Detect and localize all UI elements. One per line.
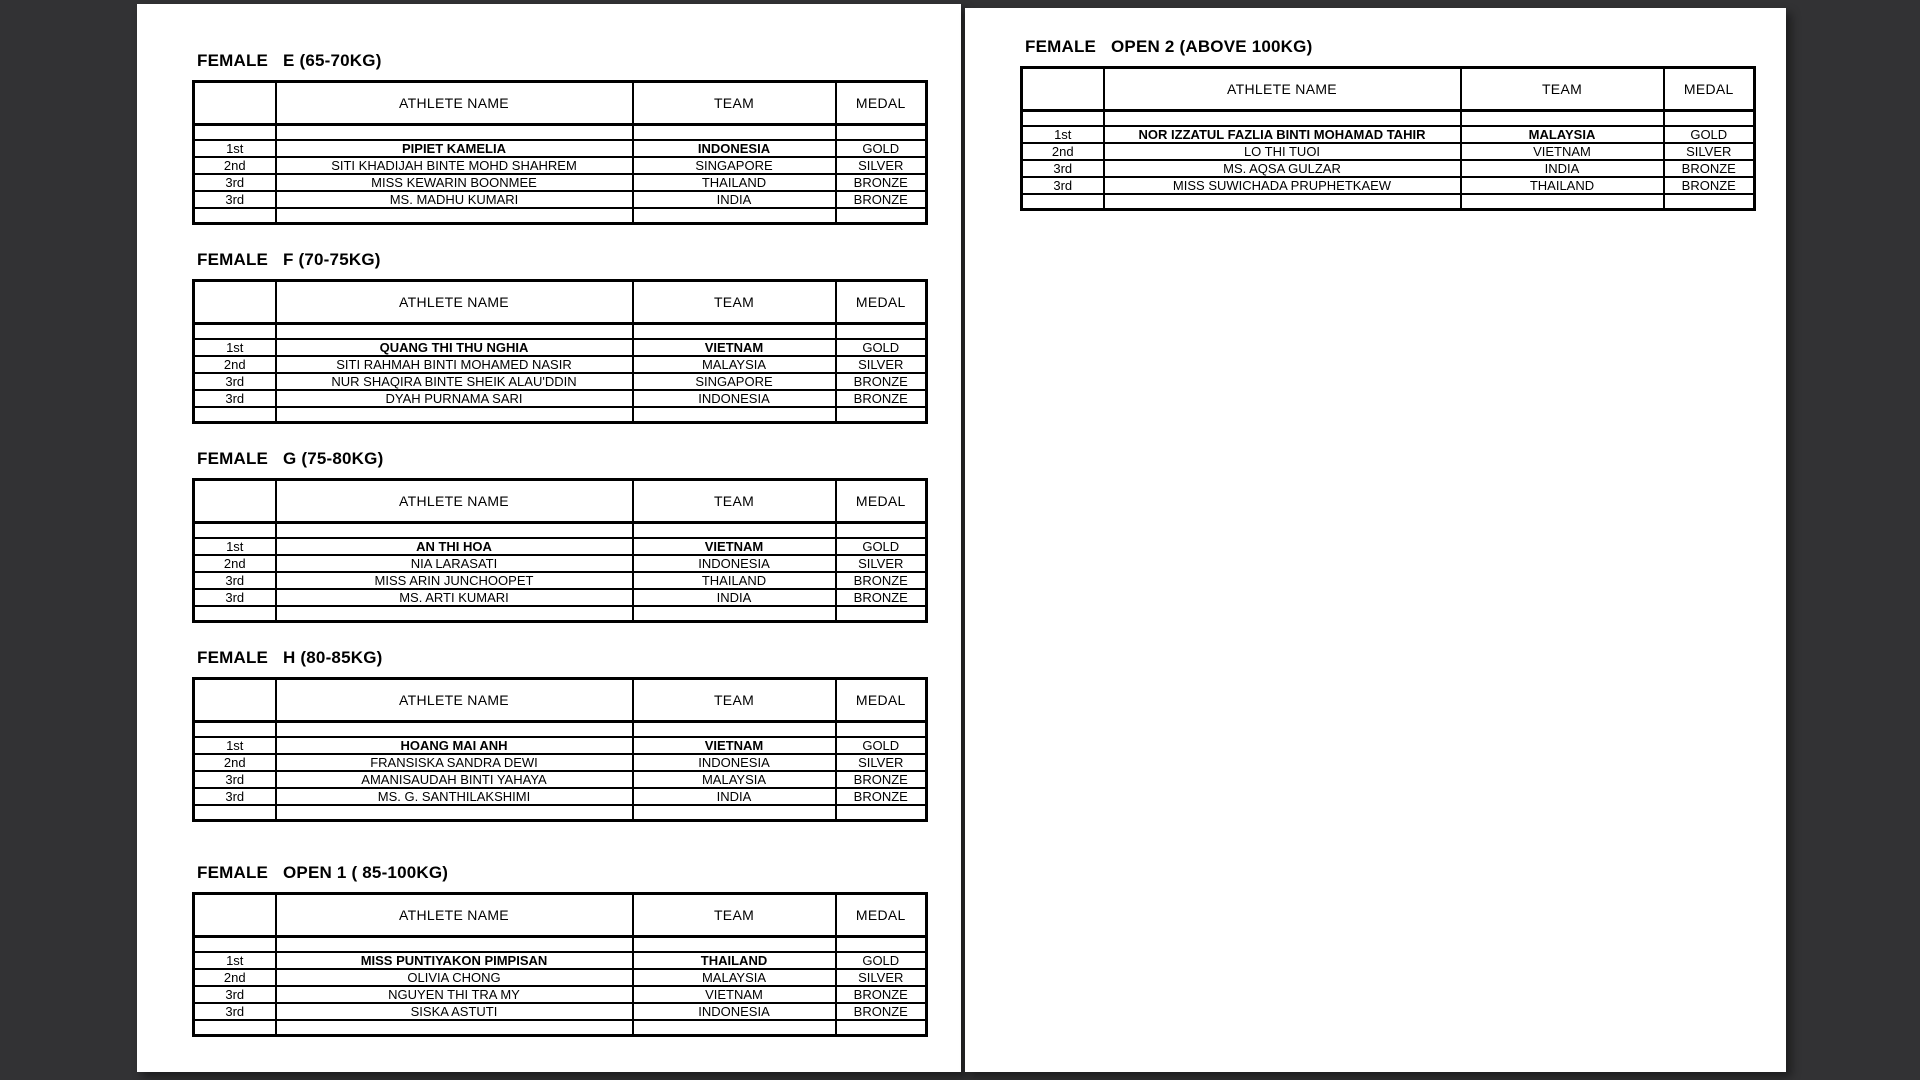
athlete-cell: SITI RAHMAH BINTI MOHAMED NASIR: [276, 356, 633, 373]
column-header-rank: [1022, 68, 1104, 111]
column-header-medal: MEDAL: [836, 82, 927, 125]
spacer-row: [194, 937, 927, 953]
rank-cell: 2nd: [194, 969, 276, 986]
athlete-cell: NGUYEN THI TRA MY: [276, 986, 633, 1003]
team-cell: VIETNAM: [633, 538, 836, 555]
document-page-left: [137, 4, 961, 1072]
column-header-team: TEAM: [633, 480, 836, 523]
athlete-cell: HOANG MAI ANH: [276, 737, 633, 754]
rank-cell: 1st: [194, 339, 276, 356]
section-title: [197, 864, 961, 882]
medal-cell: BRONZE: [836, 788, 927, 805]
rank-cell: 1st: [194, 952, 276, 969]
medal-row: [1022, 160, 1755, 177]
medal-section: [192, 848, 961, 1037]
column-header-medal: MEDAL: [836, 281, 927, 324]
section-category-label: F (70-75KG): [283, 250, 381, 269]
medal-table: [1020, 66, 1756, 211]
spacer-row: [194, 324, 927, 340]
medal-row: [194, 191, 927, 208]
medal-cell: BRONZE: [836, 986, 927, 1003]
medal-row: [1022, 143, 1755, 160]
table-header-row: [1022, 68, 1755, 111]
medal-section: [192, 251, 961, 424]
medal-table: [192, 279, 928, 424]
column-header-team: TEAM: [1461, 68, 1664, 111]
team-cell: INDONESIA: [633, 1003, 836, 1020]
medal-row: [194, 754, 927, 771]
athlete-cell: MISS PUNTIYAKON PIMPISAN: [276, 952, 633, 969]
athlete-cell: SITI KHADIJAH BINTE MOHD SHAHREM: [276, 157, 633, 174]
section-gender-label: FEMALE: [197, 449, 269, 468]
medal-row: [194, 1003, 927, 1020]
team-cell: VIETNAM: [1461, 143, 1664, 160]
column-header-team: TEAM: [633, 679, 836, 722]
spacer-row: [194, 722, 927, 738]
team-cell: THAILAND: [633, 572, 836, 589]
team-cell: VIETNAM: [633, 986, 836, 1003]
medal-row: [194, 589, 927, 606]
column-header-medal: MEDAL: [1664, 68, 1755, 111]
medal-cell: BRONZE: [836, 771, 927, 788]
medal-section: [192, 450, 961, 623]
medal-row: [194, 356, 927, 373]
medal-row: [194, 373, 927, 390]
section-title: [197, 52, 961, 70]
spacer-row: [194, 208, 927, 224]
team-cell: INDONESIA: [633, 555, 836, 572]
team-cell: INDONESIA: [633, 754, 836, 771]
athlete-cell: MS. G. SANTHILAKSHIMI: [276, 788, 633, 805]
medal-cell: GOLD: [1664, 126, 1755, 143]
medal-row: [194, 969, 927, 986]
medal-section: [192, 649, 961, 822]
rank-cell: 3rd: [194, 191, 276, 208]
column-header-medal: MEDAL: [836, 894, 927, 937]
medal-cell: BRONZE: [836, 1003, 927, 1020]
column-header-team: TEAM: [633, 894, 836, 937]
team-cell: INDONESIA: [633, 140, 836, 157]
medal-row: [194, 390, 927, 407]
medal-cell: SILVER: [836, 969, 927, 986]
medal-table: [192, 80, 928, 225]
medal-cell: BRONZE: [836, 390, 927, 407]
medal-cell: BRONZE: [836, 572, 927, 589]
rank-cell: 3rd: [194, 390, 276, 407]
spacer-row: [194, 606, 927, 622]
spacer-row: [194, 805, 927, 821]
column-header-rank: [194, 82, 276, 125]
athlete-cell: MISS ARIN JUNCHOOPET: [276, 572, 633, 589]
athlete-cell: FRANSISKA SANDRA DEWI: [276, 754, 633, 771]
column-header-team: TEAM: [633, 82, 836, 125]
team-cell: THAILAND: [633, 174, 836, 191]
medal-row: [194, 140, 927, 157]
team-cell: VIETNAM: [633, 737, 836, 754]
section-gender-label: FEMALE: [197, 863, 269, 882]
rank-cell: 2nd: [194, 356, 276, 373]
rank-cell: 3rd: [194, 771, 276, 788]
rank-cell: 3rd: [194, 572, 276, 589]
team-cell: SINGAPORE: [633, 157, 836, 174]
rank-cell: 3rd: [194, 1003, 276, 1020]
medal-cell: SILVER: [836, 754, 927, 771]
rank-cell: 3rd: [1022, 160, 1104, 177]
medal-cell: SILVER: [836, 157, 927, 174]
column-header-athlete: ATHLETE NAME: [1104, 68, 1461, 111]
medal-section: [1020, 38, 1786, 211]
rank-cell: 1st: [1022, 126, 1104, 143]
medal-row: [194, 157, 927, 174]
section-category-label: H (80-85KG): [283, 648, 383, 667]
section-title: [1025, 38, 1786, 56]
column-header-rank: [194, 480, 276, 523]
spacer-row: [1022, 111, 1755, 127]
column-header-rank: [194, 281, 276, 324]
medal-table: [192, 478, 928, 623]
document-page-right: [965, 8, 1786, 1072]
section-title: [197, 450, 961, 468]
rank-cell: 3rd: [194, 986, 276, 1003]
medal-cell: GOLD: [836, 538, 927, 555]
table-header-row: [194, 82, 927, 125]
spacer-row: [194, 125, 927, 141]
medal-cell: SILVER: [836, 356, 927, 373]
column-header-rank: [194, 894, 276, 937]
medal-cell: BRONZE: [836, 174, 927, 191]
section-gender-label: FEMALE: [197, 648, 269, 667]
medal-row: [194, 952, 927, 969]
column-header-athlete: ATHLETE NAME: [276, 281, 633, 324]
table-header-row: [194, 894, 927, 937]
medal-cell: BRONZE: [1664, 160, 1755, 177]
medal-cell: BRONZE: [1664, 177, 1755, 194]
medal-cell: GOLD: [836, 737, 927, 754]
medal-row: [194, 538, 927, 555]
column-header-athlete: ATHLETE NAME: [276, 82, 633, 125]
medal-row: [194, 737, 927, 754]
athlete-cell: NIA LARASATI: [276, 555, 633, 572]
section-gender-label: FEMALE: [1025, 37, 1097, 56]
column-header-athlete: ATHLETE NAME: [276, 894, 633, 937]
athlete-cell: MISS SUWICHADA PRUPHETKAEW: [1104, 177, 1461, 194]
medal-cell: BRONZE: [836, 373, 927, 390]
team-cell: MALAYSIA: [633, 356, 836, 373]
team-cell: MALAYSIA: [633, 969, 836, 986]
team-cell: INDIA: [633, 191, 836, 208]
spacer-row: [194, 1020, 927, 1036]
medal-row: [194, 986, 927, 1003]
athlete-cell: OLIVIA CHONG: [276, 969, 633, 986]
athlete-cell: AN THI HOA: [276, 538, 633, 555]
rank-cell: 2nd: [1022, 143, 1104, 160]
medal-row: [1022, 177, 1755, 194]
column-header-athlete: ATHLETE NAME: [276, 679, 633, 722]
section-title: [197, 251, 961, 269]
team-cell: INDIA: [1461, 160, 1664, 177]
team-cell: INDIA: [633, 788, 836, 805]
rank-cell: 3rd: [194, 174, 276, 191]
medal-table: [192, 892, 928, 1037]
column-header-athlete: ATHLETE NAME: [276, 480, 633, 523]
athlete-cell: AMANISAUDAH BINTI YAHAYA: [276, 771, 633, 788]
rank-cell: 3rd: [194, 373, 276, 390]
medal-table: [192, 677, 928, 822]
team-cell: SINGAPORE: [633, 373, 836, 390]
section-category-label: G (75-80KG): [283, 449, 384, 468]
rank-cell: 2nd: [194, 157, 276, 174]
medal-cell: GOLD: [836, 140, 927, 157]
rank-cell: 2nd: [194, 555, 276, 572]
medal-row: [1022, 126, 1755, 143]
column-header-medal: MEDAL: [836, 679, 927, 722]
medal-cell: GOLD: [836, 339, 927, 356]
athlete-cell: NUR SHAQIRA BINTE SHEIK ALAU'DDIN: [276, 373, 633, 390]
rank-cell: 1st: [194, 140, 276, 157]
column-header-rank: [194, 679, 276, 722]
athlete-cell: NOR IZZATUL FAZLIA BINTI MOHAMAD TAHIR: [1104, 126, 1461, 143]
rank-cell: 3rd: [194, 788, 276, 805]
team-cell: MALAYSIA: [1461, 126, 1664, 143]
athlete-cell: DYAH PURNAMA SARI: [276, 390, 633, 407]
table-header-row: [194, 679, 927, 722]
medal-section: [192, 52, 961, 225]
team-cell: INDIA: [633, 589, 836, 606]
table-header-row: [194, 281, 927, 324]
section-gender-label: FEMALE: [197, 250, 269, 269]
athlete-cell: MS. MADHU KUMARI: [276, 191, 633, 208]
team-cell: THAILAND: [633, 952, 836, 969]
team-cell: THAILAND: [1461, 177, 1664, 194]
medal-cell: SILVER: [1664, 143, 1755, 160]
medal-row: [194, 174, 927, 191]
table-header-row: [194, 480, 927, 523]
athlete-cell: PIPIET KAMELIA: [276, 140, 633, 157]
medal-cell: BRONZE: [836, 589, 927, 606]
rank-cell: 1st: [194, 538, 276, 555]
medal-row: [194, 771, 927, 788]
section-category-label: OPEN 1 ( 85-100KG): [283, 863, 449, 882]
section-gender-label: FEMALE: [197, 51, 269, 70]
rank-cell: 2nd: [194, 754, 276, 771]
athlete-cell: QUANG THI THU NGHIA: [276, 339, 633, 356]
rank-cell: 1st: [194, 737, 276, 754]
spacer-row: [194, 407, 927, 423]
athlete-cell: MISS KEWARIN BOONMEE: [276, 174, 633, 191]
athlete-cell: MS. ARTI KUMARI: [276, 589, 633, 606]
athlete-cell: MS. AQSA GULZAR: [1104, 160, 1461, 177]
team-cell: MALAYSIA: [633, 771, 836, 788]
spacer-row: [1022, 194, 1755, 210]
medal-cell: SILVER: [836, 555, 927, 572]
medal-row: [194, 788, 927, 805]
section-category-label: E (65-70KG): [283, 51, 382, 70]
athlete-cell: SISKA ASTUTI: [276, 1003, 633, 1020]
medal-cell: GOLD: [836, 952, 927, 969]
medal-cell: BRONZE: [836, 191, 927, 208]
section-title: [197, 649, 961, 667]
team-cell: VIETNAM: [633, 339, 836, 356]
rank-cell: 3rd: [194, 589, 276, 606]
column-header-medal: MEDAL: [836, 480, 927, 523]
medal-row: [194, 339, 927, 356]
medal-row: [194, 572, 927, 589]
medal-row: [194, 555, 927, 572]
spacer-row: [194, 523, 927, 539]
column-header-team: TEAM: [633, 281, 836, 324]
section-category-label: OPEN 2 (ABOVE 100KG): [1111, 37, 1313, 56]
athlete-cell: LO THI TUOI: [1104, 143, 1461, 160]
team-cell: INDONESIA: [633, 390, 836, 407]
rank-cell: 3rd: [1022, 177, 1104, 194]
